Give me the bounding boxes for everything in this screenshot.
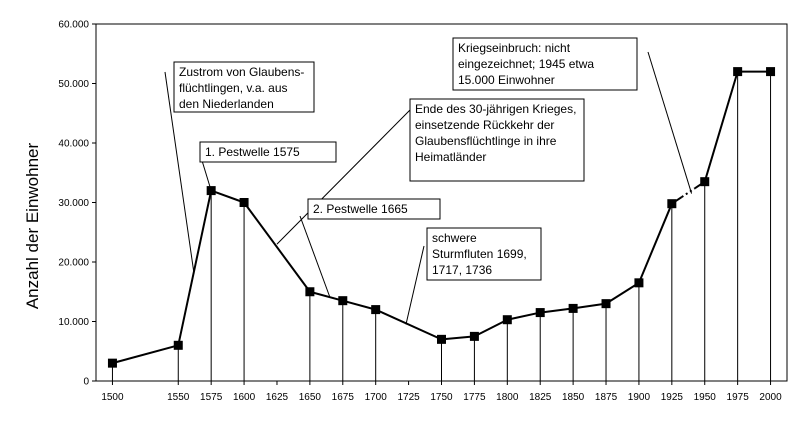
x-tick-label: 1600 bbox=[232, 392, 256, 403]
x-axis-ticks bbox=[101, 381, 782, 403]
x-tick-label: 1950 bbox=[693, 392, 716, 403]
data-point bbox=[338, 296, 347, 305]
x-tick-label: 1700 bbox=[364, 392, 387, 403]
y-axis-label: Anzahl der Einwohner bbox=[23, 142, 42, 310]
annotation-pest1665 bbox=[300, 199, 440, 297]
annotation-pest1575 bbox=[200, 142, 336, 191]
data-point bbox=[634, 278, 643, 287]
annotation-leader-line bbox=[648, 52, 692, 194]
annotation-text-line: 1717, 1736 bbox=[432, 263, 493, 277]
data-point bbox=[437, 335, 446, 344]
series-segment bbox=[112, 345, 178, 363]
x-tick-label: 1800 bbox=[496, 392, 519, 403]
y-tick-label: 20.000 bbox=[58, 257, 89, 269]
y-axis-ticks bbox=[58, 20, 96, 388]
x-tick-label: 1500 bbox=[101, 392, 124, 403]
series-segment bbox=[178, 191, 211, 346]
annotation-sturm bbox=[406, 228, 541, 324]
annotation-text-line: Zustrom von Glaubens- bbox=[179, 65, 305, 79]
data-point bbox=[240, 198, 249, 207]
x-tick-label: 1550 bbox=[167, 392, 190, 403]
series-segment bbox=[474, 320, 507, 337]
data-point bbox=[536, 308, 545, 317]
data-point bbox=[305, 287, 314, 296]
data-point bbox=[470, 332, 479, 341]
annotation-text-line: 1. Pestwelle 1575 bbox=[205, 145, 300, 159]
annotation-text-line: 15.000 Einwohner bbox=[458, 73, 555, 87]
series-gap-segment bbox=[682, 188, 695, 197]
x-tick-label: 1925 bbox=[660, 392, 683, 403]
annotation-text-line: 2. Pestwelle 1665 bbox=[313, 202, 408, 216]
series-segment bbox=[573, 304, 606, 309]
x-tick-label: 1975 bbox=[726, 392, 749, 403]
x-tick-label: 1825 bbox=[529, 392, 552, 403]
x-tick-label: 1625 bbox=[265, 392, 289, 403]
annotation-leader-line bbox=[277, 110, 410, 244]
series-segment bbox=[639, 204, 672, 283]
annotation-text-line: Heimatländer bbox=[415, 150, 487, 164]
x-tick-label: 2000 bbox=[759, 392, 782, 403]
data-point bbox=[700, 177, 709, 186]
data-point bbox=[766, 67, 775, 76]
series-segment bbox=[606, 283, 639, 304]
annotation-text-line: den Niederlanden bbox=[179, 97, 274, 111]
data-point bbox=[371, 305, 380, 314]
annotation-krieg bbox=[277, 99, 584, 244]
series-segment bbox=[244, 203, 310, 292]
data-point bbox=[602, 299, 611, 308]
series-segment bbox=[343, 301, 376, 310]
x-tick-label: 1750 bbox=[430, 392, 453, 403]
y-tick-label: 50.000 bbox=[58, 79, 89, 90]
x-tick-label: 1725 bbox=[397, 392, 420, 403]
annotation-text-line: Sturmfluten 1699, bbox=[432, 247, 527, 261]
annotation-text-line: Kriegseinbruch: nicht bbox=[458, 41, 571, 55]
y-tick-label: 30.000 bbox=[58, 198, 89, 209]
data-point bbox=[569, 304, 578, 313]
x-tick-label: 1675 bbox=[331, 392, 354, 403]
series-segment bbox=[442, 336, 475, 339]
series-segment bbox=[310, 292, 343, 301]
data-point bbox=[733, 67, 742, 76]
data-point bbox=[108, 359, 117, 368]
series-segment bbox=[705, 72, 738, 182]
annotation-text-line: einsetzende Rückkehr der bbox=[415, 118, 555, 132]
y-tick-label: 40.000 bbox=[58, 138, 89, 150]
series-segment bbox=[507, 313, 540, 320]
annotation-text-line: schwere bbox=[432, 231, 477, 245]
x-tick-label: 1650 bbox=[298, 392, 322, 403]
data-point bbox=[503, 315, 512, 324]
annotation-leader-line bbox=[406, 246, 424, 324]
annotation-text-line: eingezeichnet; 1945 etwa bbox=[458, 57, 595, 71]
y-tick-label: 60.000 bbox=[58, 19, 89, 31]
x-tick-label: 1850 bbox=[561, 392, 585, 403]
annotation-text-line: Glaubensflüchtlinge in ihre bbox=[415, 134, 557, 148]
y-tick-label: 0 bbox=[83, 376, 89, 388]
x-tick-label: 1900 bbox=[627, 392, 651, 403]
x-tick-label: 1875 bbox=[594, 392, 618, 403]
series-segment bbox=[540, 308, 573, 312]
annotation-text-line: Ende des 30-jährigen Krieges, bbox=[415, 102, 577, 116]
annotation-zustrom bbox=[165, 62, 314, 274]
series-segment bbox=[211, 191, 244, 203]
data-point bbox=[667, 199, 676, 208]
x-tick-label: 1575 bbox=[200, 392, 223, 403]
annotation-text-line: flüchtlingen, v.a. aus bbox=[179, 81, 288, 95]
x-tick-label: 1775 bbox=[463, 392, 486, 403]
y-tick-label: 10.000 bbox=[58, 317, 89, 328]
data-point bbox=[174, 341, 183, 350]
